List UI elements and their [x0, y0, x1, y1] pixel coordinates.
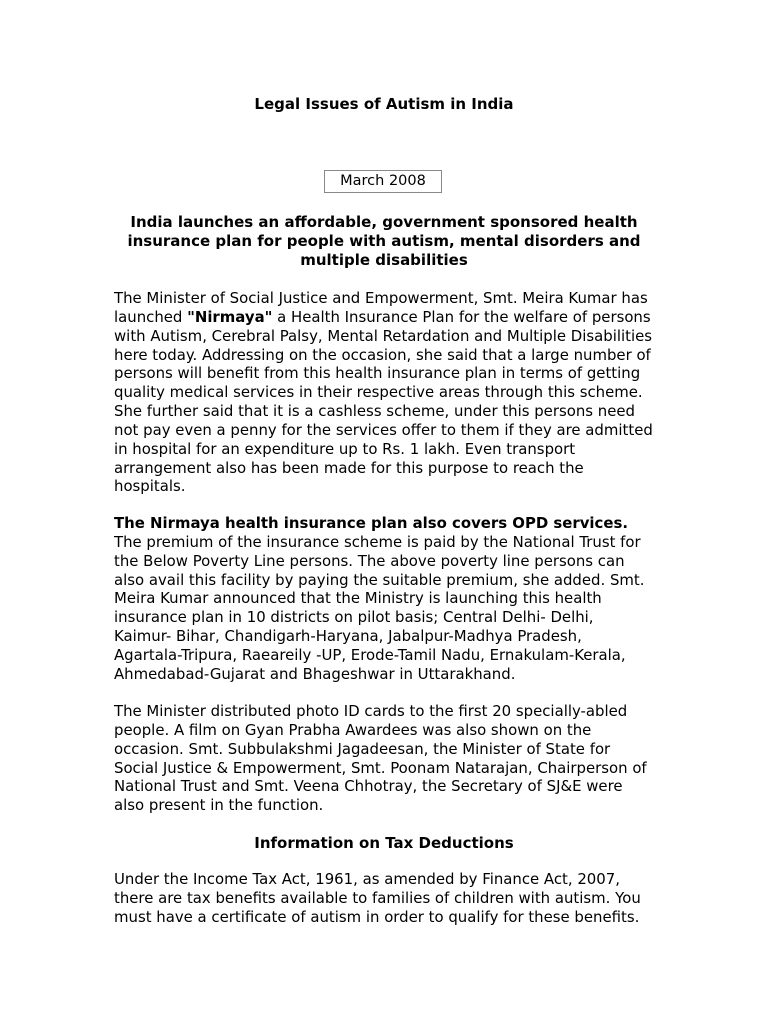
document-title: Legal Issues of Autism in India	[254, 95, 514, 113]
paragraph-text: a Health Insurance Plan for the welfare of persons with Autism, Cerebral Palsy, Mental Retardation and Multiple Disabilities here today. Addressing on the occasion, she said that a large number of persons will benefit from this health insurance plan in terms of getting quality medical services in their respective areas through this scheme. She further said that it is a cashless scheme, under this persons need not pay even a penny for the services offer to them if they are admitted in hospital for an expenditure up to Rs. 1 lakh. Even transport arrangement also has been made for this purpose to reach the hospitals.	[114, 307, 653, 496]
paragraph-nirmaya-launch	[114, 289, 654, 496]
section-heading-tax: Information on Tax Deductions	[254, 834, 514, 852]
headline: India launches an affordable, government sponsored health insurance plan for people with autism, mental disorders and multiple disabilities	[127, 213, 641, 269]
date-box: March 2008	[324, 170, 442, 193]
nirmaya-emphasis: "Nirmaya"	[187, 307, 273, 326]
paragraph-opd-coverage	[114, 514, 654, 684]
paragraph-id-cards: The Minister distributed photo ID cards to the first 20 specially-abled people. A film on Gyan Prabha Awardees was also shown on the occasion. Smt. Subbulakshmi Jagadeesan, the Minister of State for Social Justice & Empowerment, Smt. Poonam Natarajan, Chairperson of National Trust and Smt. Veena Chhotray, the Secretary of SJ&E were also present in the function.	[114, 702, 647, 815]
paragraph-text: The premium of the insurance scheme is paid by the National Trust for the Below Poverty Line persons. The above poverty line persons can also avail this facility by paying the suitable premium, she added. Smt. Meira Kumar announced that the Ministry is launching this health insurance plan in 10 districts on pilot basis; Central Delhi- Delhi, Kaimur- Bihar, Chandigarh-Haryana, Jabalpur-Madhya Pradesh, Agartala-Tripura, Raeareily -UP, Erode-Tamil Nadu, Ernakulam-Kerala, Ahmedabad-Gujarat and Bhageshwar in Uttarakhand.	[114, 532, 645, 683]
paragraph-text: The Minister of Social Justice and Empowerment, Smt. Meira Kumar has launched	[114, 289, 648, 326]
paragraph-tax-benefits: Under the Income Tax Act, 1961, as amended by Finance Act, 2007, there are tax benefits available to families of children with autism. You must have a certificate of autism in order to qualify for these benefits.	[114, 870, 641, 926]
paragraph-lead: The Nirmaya health insurance plan also covers OPD services.	[114, 514, 628, 532]
